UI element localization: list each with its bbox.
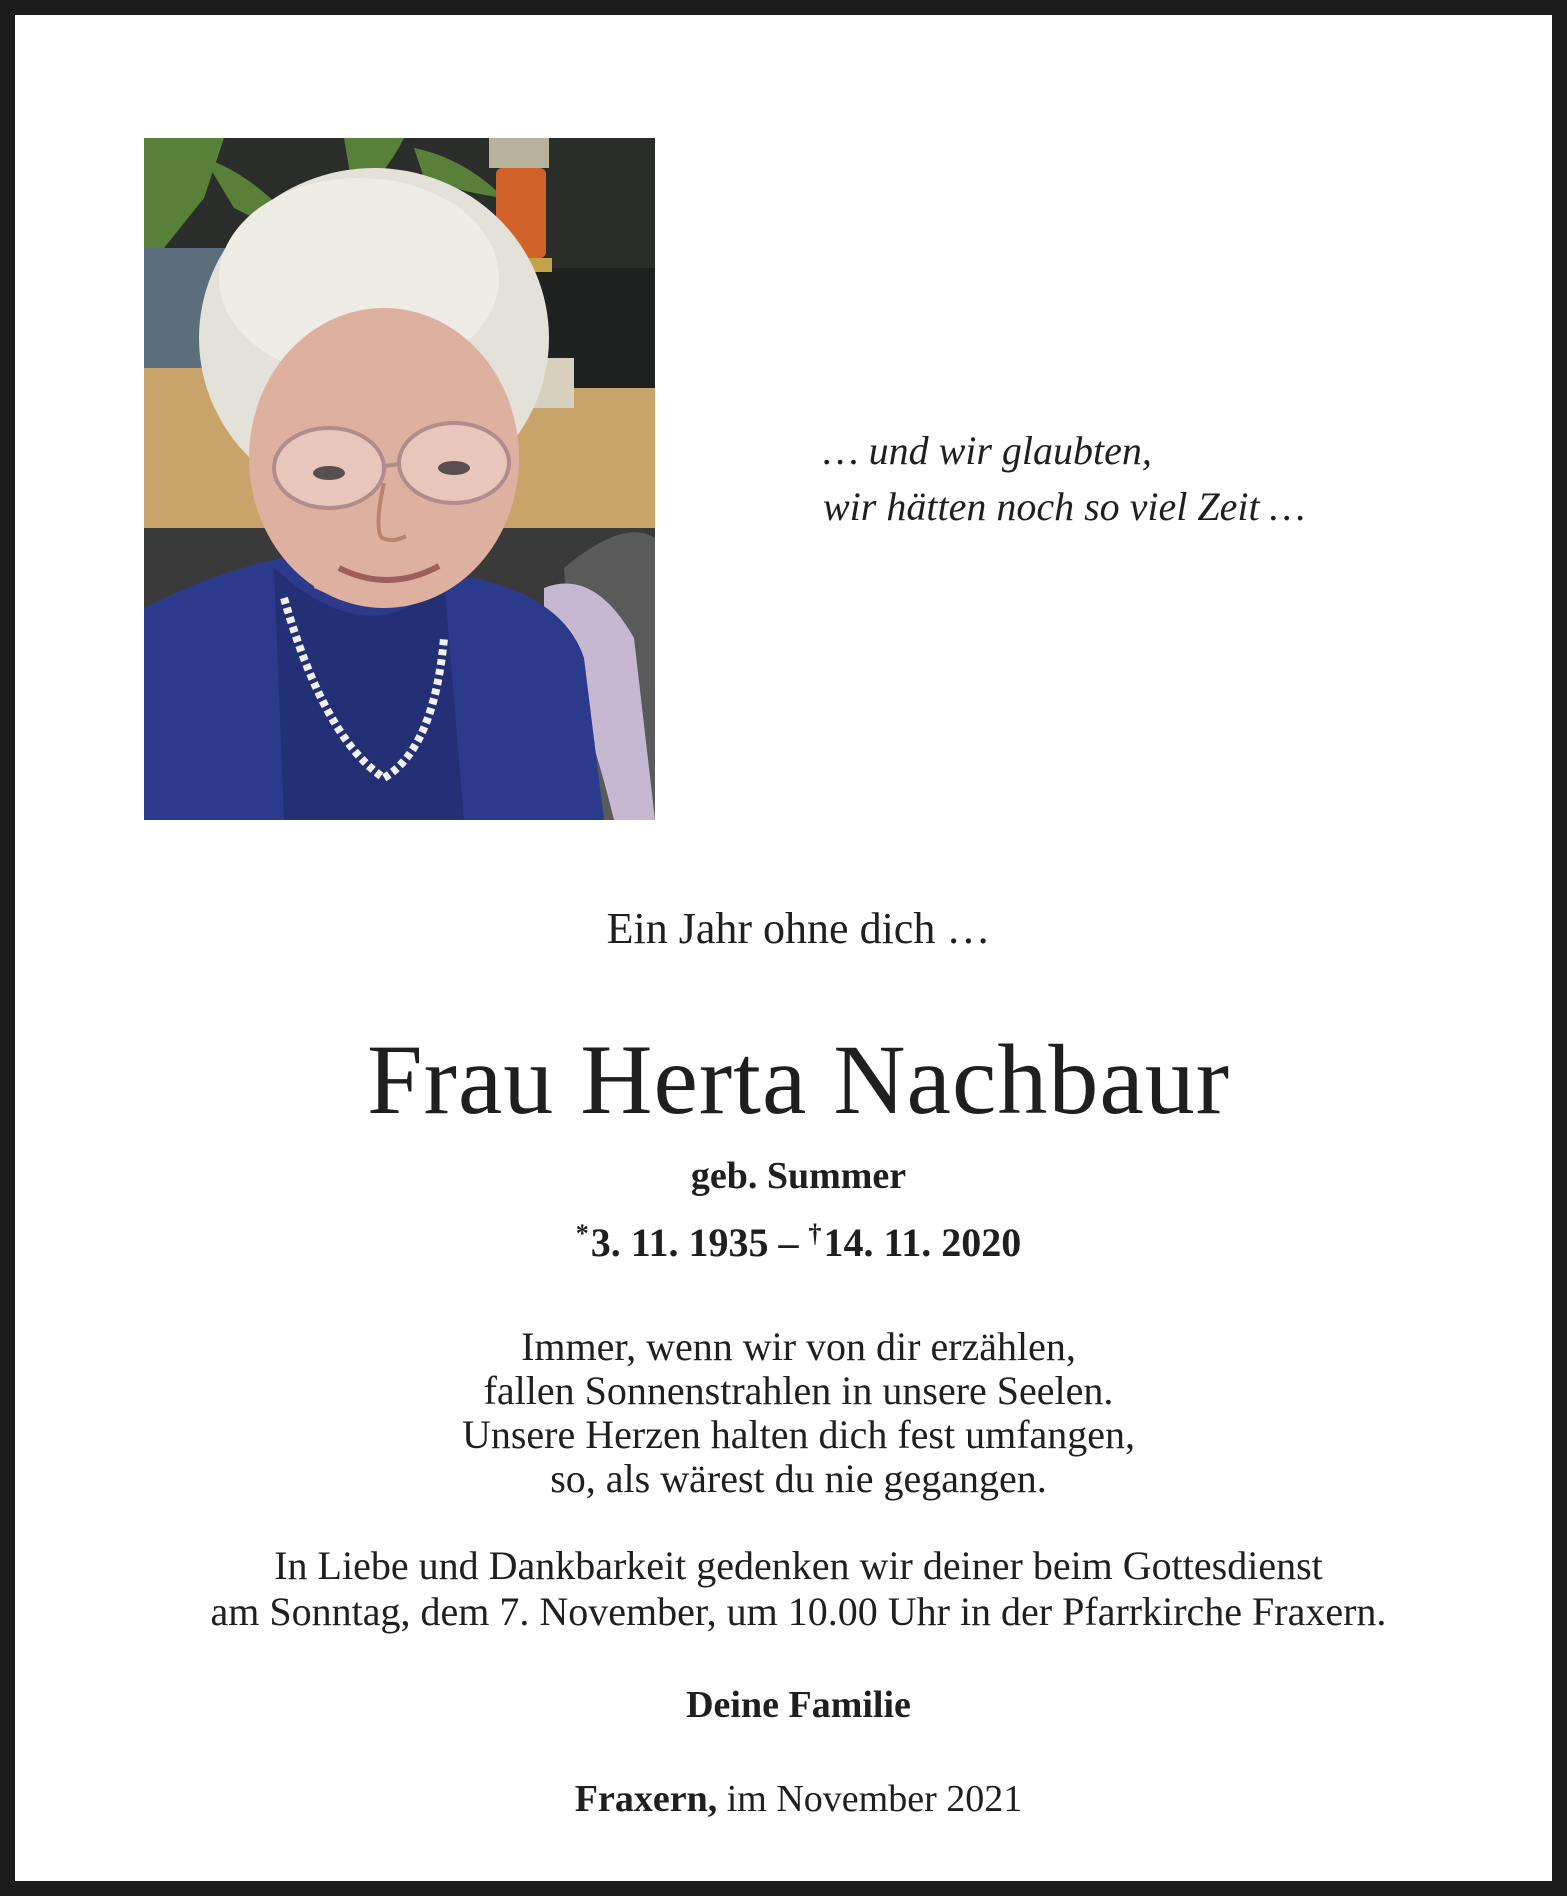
death-symbol: † <box>808 1219 822 1248</box>
place-town: Fraxern, <box>574 1778 718 1820</box>
poem <box>15 1325 1567 1501</box>
date-separator: – <box>778 1220 799 1265</box>
family-signature: Deine Familie <box>686 1684 911 1726</box>
portrait-photo <box>144 138 655 820</box>
place-date-text: im November 2021 <box>726 1778 1023 1820</box>
memorial-line: In Liebe und Dankbarkeit gedenken wir deiner beim Gottesdienst <box>274 1543 1323 1588</box>
life-dates <box>15 1215 1567 1271</box>
intro-text: Ein Jahr ohne dich … <box>606 904 991 953</box>
deceased-name: Frau Herta Nachbaur <box>366 1024 1231 1135</box>
quote-line-2: wir hätten noch so viel Zeit … <box>823 484 1306 529</box>
birth-symbol: * <box>575 1219 589 1248</box>
memorial-line: am Sonntag, dem 7. November, um 10.00 Uhr in der Pfarrkirche Fraxern. <box>210 1589 1387 1634</box>
poem-line: Unsere Herzen halten dich fest umfangen, <box>461 1412 1136 1457</box>
poem-line: fallen Sonnenstrahlen in unsere Seelen. <box>483 1368 1114 1413</box>
place-date <box>15 1773 1567 1825</box>
quote-line-1: … und wir glaubten, <box>823 428 1152 473</box>
death-date: 14. 11. 2020 <box>823 1220 1022 1265</box>
birth-date: 3. 11. 1935 <box>590 1220 769 1265</box>
poem-line: Immer, wenn wir von dir erzählen, <box>521 1324 1076 1369</box>
poem-line: so, als wärest du nie gegangen. <box>550 1456 1047 1501</box>
memorial-notice <box>15 1543 1567 1635</box>
maiden-name: geb. Summer <box>690 1155 907 1197</box>
quote-block <box>823 423 1305 535</box>
